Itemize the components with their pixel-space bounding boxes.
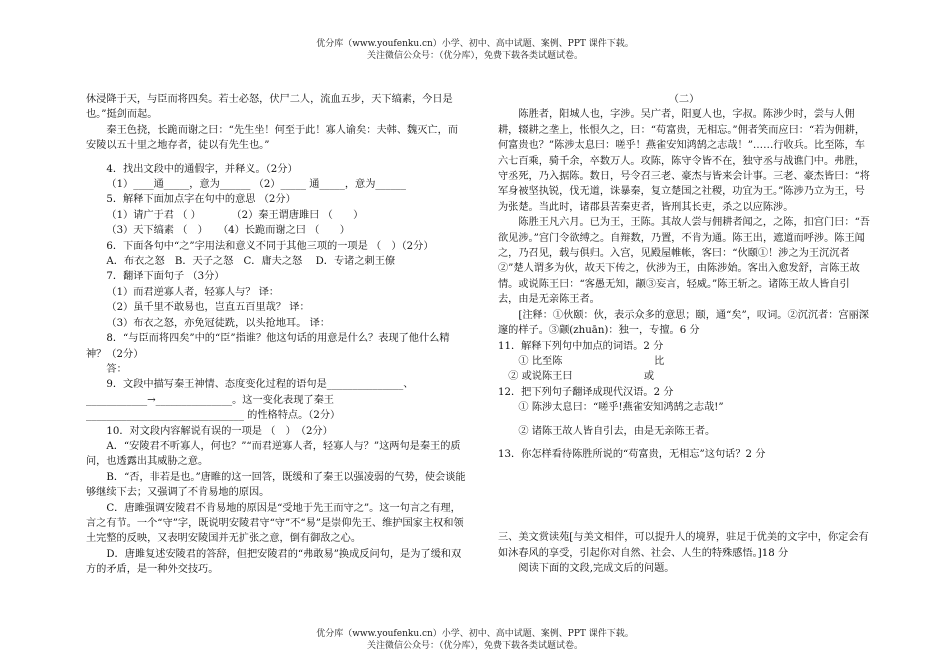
question-8-answer: 答： xyxy=(106,363,127,375)
right-column xyxy=(498,92,870,577)
header-line-2: 关注微信公众号：（优分库），免费下载各类试题试卷。 xyxy=(366,51,583,61)
question-7-item-1: （1）而君逆寡人者，轻寡人与？ 译： xyxy=(106,286,280,298)
question-10-option-d: D．唐雎复述安陵君的答辞，但把安陵君的“弗敢易”换成反问句，是为了缓和双方的矛盾，是一种外交技巧。 xyxy=(86,548,462,576)
question-4: 4．找出文段中的通假字，并释义。（2分） xyxy=(106,163,298,175)
question-13: 13．你怎样看待陈胜所说的“苟富贵，无相忘”这句话？2 分 xyxy=(498,448,766,460)
left-column xyxy=(86,92,466,578)
footer-line-2: 关注微信公众号：（优分库），免费下载各类试题试卷。 xyxy=(366,641,583,651)
question-5: 5．解释下面加点字在句中的意思 （2分） xyxy=(106,194,296,206)
passage-paragraph-2: 陈胜王凡六月。已为王，王陈。其故人尝与佣耕者闻之，之陈，扣宫门曰：“吾欲见涉。”宫门令欲缚之。自辩数，乃置，不肯为通。陈王出，遮道而呼涉。陈王闻之，乃召见，载与俱归。入宫，见殿屋帷帐，客曰：“伙颐①！涉之为王沉沉者②”楚人谓多为伙，故天下传之，伙涉为王，由陈涉始。客出入愈发舒，言陈王故情。或说陈王曰：“客愚无知，颛③妄言，轻威。”陈王斩之。诸陈王故人皆自引去，由是无亲陈王者。 xyxy=(498,217,870,306)
page-footer xyxy=(0,628,950,652)
question-7: 7．翻译下面句子 （3分） xyxy=(106,271,225,283)
spacer xyxy=(86,154,466,162)
spacer xyxy=(498,462,870,508)
question-10-option-a: A．“安陵君不听寡人，何也？”“而君逆寡人者，轻寡人与？”这两句是秦王的质问，也透露出其威胁之意。 xyxy=(86,440,461,468)
question-11-item-2: ② 或说陈王曰 或 xyxy=(508,371,655,383)
question-10: 10．对文段内容解说有误的一项是 （ ） （2分） xyxy=(106,425,333,437)
question-6-options: A．布衣之怒 B．天子之怒 C．庸夫之怒 D．专诸之刺王僚 xyxy=(106,256,396,268)
question-5-items-2: （3）天下缟素 （ ） （4）长跪而谢之曰 （ ） xyxy=(106,225,350,237)
question-7-item-3: （3）布衣之怒，亦免冠徒跣，以头抢地耳。 译： xyxy=(106,317,331,329)
question-8: 8．“与臣而将四矣”中的“臣”指谁？他这句话的用意是什么？表现了他什么精神？（2分） xyxy=(86,333,450,360)
header-line-1: 优分库（www.youfenku.cn）小学、初中、高中试题、案例、PPT 课件下载。 xyxy=(316,39,634,49)
section-3-heading: 三、美文赏读苑[与美文相伴，可以提升人的境界，驻足于优美的文字中，你定会有如沐春风的享受，引起你对自然、社会、人生的特殊感悟。]18 分 xyxy=(498,532,869,559)
passage-continuation: 休浸降于天，与臣而将四矣。若士必怒，伏尸二人，流血五步，天下缟素，今日是也。”挺剑而起。 xyxy=(86,94,453,121)
question-12-item-1: ① 陈涉太息曰：“嗟乎!燕雀安知鸿鹄之志哉!” xyxy=(518,402,724,414)
passage-notes: [注释：①伙颐：伙，表示众多的意思；颐，通“矣”，叹词。②沉沉者：宫丽深邃的样子。③颛(zhuān)：独一，专擅。6 分 xyxy=(498,309,869,337)
spacer xyxy=(498,416,870,424)
page-header xyxy=(0,38,950,62)
question-5-items-1: （1）请广于君 （ ） （2）秦王谓唐雎曰 （ ） xyxy=(106,209,364,221)
section-3-instruction: 阅读下面的文段,完成文后的问题。 xyxy=(518,563,675,575)
question-10-option-c: C．唐雎强调安陵君不肯易地的原因是“受地于先王而守之”。这一句言之有理，言之有节。一个“守”字，既说明安陵君守“守”不“易”是崇仰先王、维护国家主权和领土完整的反映，又表明安陵国并无扩张之意，倒有御敌之心。 xyxy=(86,502,464,545)
question-7-item-2: （2）虽千里不敢易也，岂直五百里哉？ 译： xyxy=(106,302,310,314)
question-12-item-2: ② 诸陈王故人皆自引去，由是无亲陈王者。 xyxy=(518,425,716,437)
section-title: （二） xyxy=(668,94,700,105)
passage-paragraph-1: 陈胜者，阳城人也，字涉。吴广者，阳夏人也，字叔。陈涉少时，尝与人佣耕，辍耕之垄上，怅恨久之，曰：“苟富贵，无相忘。”佣者笑而应曰：“若为佣耕，何富贵也？”陈涉太息曰：嗟乎！燕雀安知鸿鹄之志哉！”……行收兵。比至陈，车六七百乘，骑千余，卒数万人。攻陈，陈守令皆不在，独守丞与战谯门中。弗胜，守丞死，乃入据陈。数日，号令召三老、豪杰与皆来会计事。三老、豪杰皆曰：“将军身被坚执锐，伐无道，诛暴秦，复立楚国之社稷，功宜为王。”陈涉乃立为王，号为张楚。当此时，诸郡县苦秦吏者，皆刑其长吏，杀之以应陈涉。 xyxy=(498,109,870,213)
footer-line-1: 优分库（www.youfenku.cn）小学、初中、高中试题、案例、PPT 课件下载。 xyxy=(316,629,634,639)
question-10-option-b: B．“否，非若是也。”唐睢的这一回答，既缓和了秦王以强凌弱的气势，使会谈能够继续下去；又强调了不肯易地的原因。 xyxy=(86,471,466,499)
spacer xyxy=(498,439,870,447)
question-12: 12．把下列句子翻译成现代汉语。2 分 xyxy=(498,386,674,398)
passage-ending: 秦王色挠，长跪而谢之曰：“先生坐！何至于此！寡人谕矣：夫韩、魏灭亡，而安陵以五十里之地存者，徒以有先生也。” xyxy=(86,124,458,152)
question-11-item-1: ① 比至陈 比 xyxy=(518,355,665,367)
question-11: 11．解释下列句中加点的词语。2 分 xyxy=(498,340,664,352)
question-4-blanks: （1）____通_____，意为______ （2）_____ 通_____，意为______ xyxy=(106,179,406,191)
spacer xyxy=(498,508,870,530)
question-9: 9．文段中描写秦王神情、态度变化过程的语句是_______________、 ____________→_______________。这一变化表现了秦王_______________________________ 的性格特点。（2分） xyxy=(86,379,414,422)
question-6: 6．下面各句中“之”字用法和意义不同于其他三项的一项是 （ ）（2分） xyxy=(106,240,434,252)
